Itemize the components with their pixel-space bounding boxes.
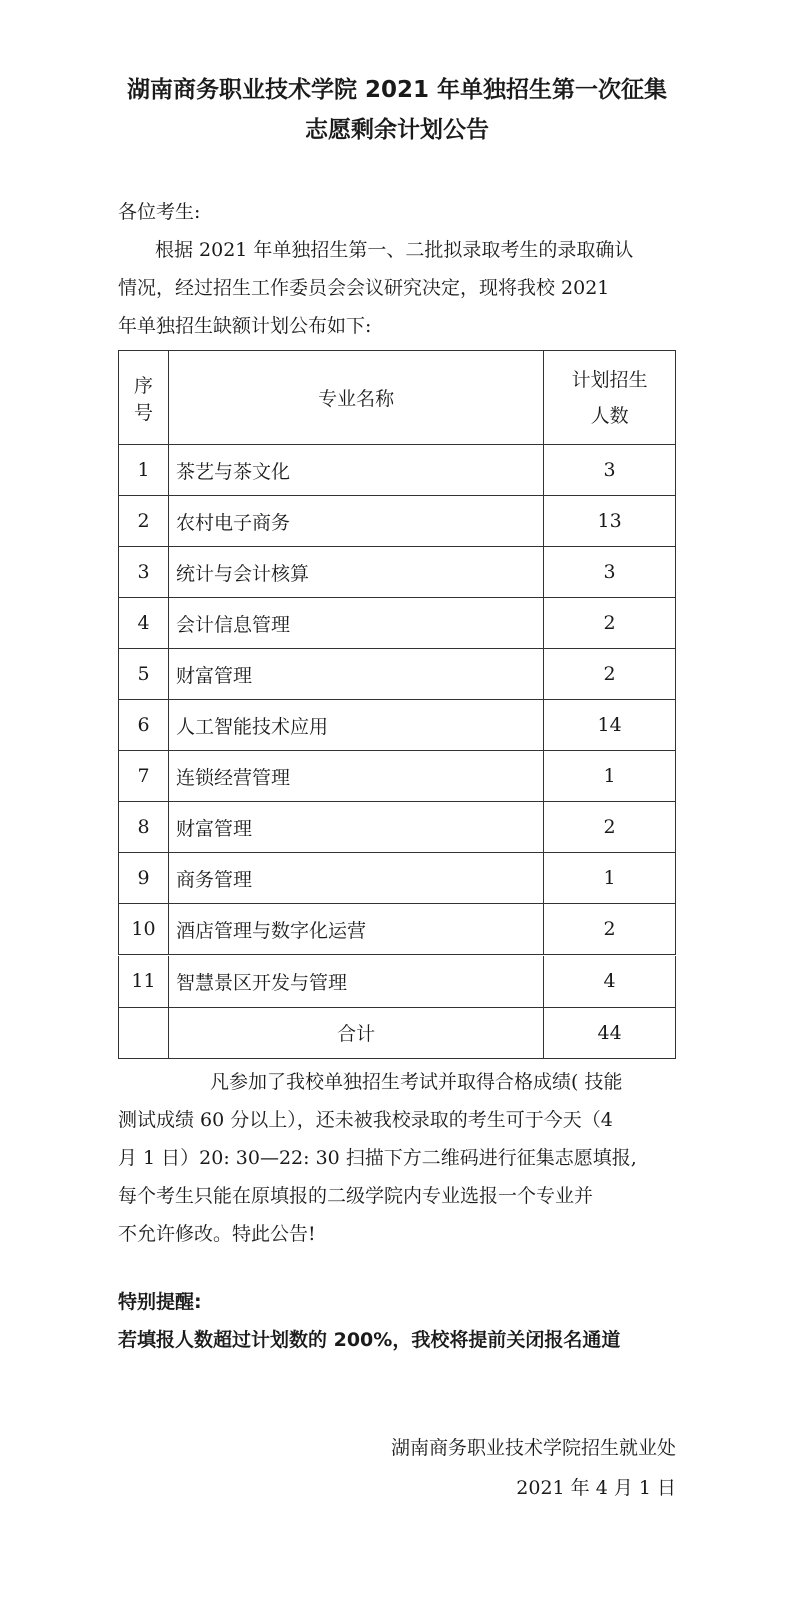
row-count: 2 bbox=[544, 598, 676, 649]
row-count: 3 bbox=[544, 547, 676, 598]
body-line-3: 月 1 日）20: 30—22: 30 扫描下方二维码进行征集志愿填报, bbox=[118, 1147, 637, 1169]
table-row bbox=[119, 649, 676, 700]
row-major: 人工智能技术应用 bbox=[168, 700, 543, 751]
reminder-text: 若填报人数超过计划数的 200%，我校将提前关闭报名通道 bbox=[118, 1329, 621, 1351]
total-value: 44 bbox=[544, 1007, 676, 1058]
intro-line-2: 情况，经过招生工作委员会会议研究决定，现将我校 2021 bbox=[118, 277, 610, 299]
intro-line-1: 根据 2021 年单独招生第一、二批拟录取考生的录取确认 bbox=[155, 239, 634, 261]
table-row bbox=[119, 956, 676, 1007]
body-line-2: 测试成绩 60 分以上），还未被我校录取的考生可于今天（4 bbox=[118, 1109, 613, 1131]
row-index: 9 bbox=[119, 853, 169, 904]
row-count: 2 bbox=[544, 802, 676, 853]
table-row bbox=[119, 802, 676, 853]
quota-table bbox=[118, 350, 676, 955]
header-index: 序号 bbox=[119, 351, 169, 445]
row-index: 3 bbox=[119, 547, 169, 598]
row-major: 酒店管理与数字化运营 bbox=[168, 904, 543, 955]
header-plan-line-2: 人数 bbox=[590, 404, 629, 427]
body-line-5: 不允许修改。特此公告! bbox=[118, 1223, 316, 1245]
row-index: 11 bbox=[119, 956, 169, 1007]
table-row bbox=[119, 904, 676, 955]
row-count: 2 bbox=[544, 904, 676, 955]
signature: 湖南商务职业技术学院招生就业处 bbox=[390, 1437, 676, 1459]
row-major: 财富管理 bbox=[168, 649, 543, 700]
header-plan-line-1: 计划招生 bbox=[571, 368, 648, 391]
greeting: 各位考生: bbox=[118, 201, 201, 223]
row-major: 连锁经营管理 bbox=[168, 751, 543, 802]
row-index: 4 bbox=[119, 598, 169, 649]
row-major: 茶艺与茶文化 bbox=[168, 445, 543, 496]
table-row bbox=[119, 496, 676, 547]
table-total-row bbox=[119, 1007, 676, 1058]
document-title-line-2: 志愿剩余计划公告 bbox=[305, 117, 489, 143]
row-count: 4 bbox=[544, 956, 676, 1007]
row-major: 会计信息管理 bbox=[168, 598, 543, 649]
header-major: 专业名称 bbox=[168, 351, 543, 445]
row-index: 10 bbox=[119, 904, 169, 955]
row-major: 统计与会计核算 bbox=[168, 547, 543, 598]
table-row bbox=[119, 751, 676, 802]
row-major: 智慧景区开发与管理 bbox=[168, 956, 543, 1007]
row-major: 农村电子商务 bbox=[168, 496, 543, 547]
table-row bbox=[119, 700, 676, 751]
total-label: 合计 bbox=[168, 1007, 543, 1058]
total-index-empty bbox=[119, 1007, 169, 1058]
row-count: 3 bbox=[544, 445, 676, 496]
body-line-4: 每个考生只能在原填报的二级学院内专业选报一个专业并 bbox=[118, 1185, 594, 1207]
row-major: 财富管理 bbox=[168, 802, 543, 853]
row-index: 8 bbox=[119, 802, 169, 853]
table-header-row bbox=[119, 351, 676, 445]
reminder-title: 特别提醒: bbox=[118, 1291, 202, 1313]
table-row bbox=[119, 853, 676, 904]
header-plan bbox=[544, 351, 676, 445]
row-major: 商务管理 bbox=[168, 853, 543, 904]
document-title-line-1: 湖南商务职业技术学院 2021 年单独招生第一次征集 bbox=[126, 77, 668, 103]
intro-line-3: 年单独招生缺额计划公布如下: bbox=[118, 315, 372, 337]
table-row bbox=[119, 598, 676, 649]
body-line-1: 凡参加了我校单独招生考试并取得合格成绩( 技能 bbox=[210, 1071, 623, 1093]
row-count: 13 bbox=[544, 496, 676, 547]
row-index: 1 bbox=[119, 445, 169, 496]
row-index: 6 bbox=[119, 700, 169, 751]
date: 2021 年 4 月 1 日 bbox=[516, 1477, 676, 1499]
row-count: 1 bbox=[544, 751, 676, 802]
row-count: 1 bbox=[544, 853, 676, 904]
quota-table-continued bbox=[118, 956, 676, 1059]
row-count: 14 bbox=[544, 700, 676, 751]
row-index: 2 bbox=[119, 496, 169, 547]
row-index: 5 bbox=[119, 649, 169, 700]
row-count: 2 bbox=[544, 649, 676, 700]
table-row bbox=[119, 445, 676, 496]
table-row bbox=[119, 547, 676, 598]
row-index: 7 bbox=[119, 751, 169, 802]
